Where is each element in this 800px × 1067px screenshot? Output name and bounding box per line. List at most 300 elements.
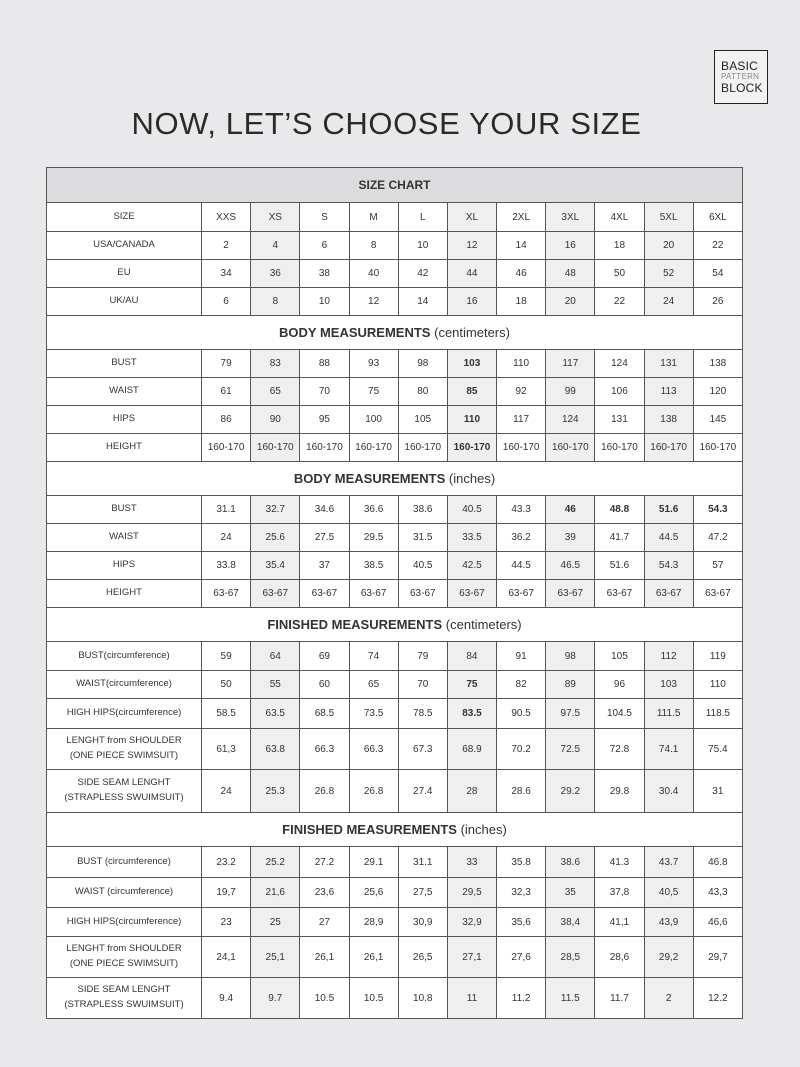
table-cell: 84: [447, 642, 496, 671]
table-cell: 111.5: [644, 699, 693, 729]
table-cell: 28,5: [546, 937, 595, 978]
table-cell: 32,9: [447, 908, 496, 937]
table-cell: 14: [497, 232, 546, 260]
measurement-row: [47, 496, 743, 524]
table-cell: 74: [349, 642, 398, 671]
table-cell: 29,5: [447, 878, 496, 908]
table-cell: 63-67: [202, 580, 251, 608]
table-cell: 90.5: [497, 699, 546, 729]
table-cell: 73.5: [349, 699, 398, 729]
table-cell: 118.5: [693, 699, 742, 729]
table-cell: 51.6: [595, 552, 644, 580]
table-cell: 26.8: [349, 770, 398, 813]
table-cell: 93: [349, 350, 398, 378]
table-cell: 69: [300, 642, 349, 671]
table-cell: 10.8: [398, 978, 447, 1019]
row-label: SIDE SEAM LENGHT (STRAPLESS SWUIMSUIT): [47, 770, 202, 813]
measurement-row: [47, 524, 743, 552]
table-cell: 100: [349, 406, 398, 434]
table-cell: 33.5: [447, 524, 496, 552]
table-cell: 50: [202, 671, 251, 699]
table-cell: 46,6: [693, 908, 742, 937]
table-cell: 38: [300, 260, 349, 288]
table-cell: 29,7: [693, 937, 742, 978]
table-cell: 120: [693, 378, 742, 406]
table-cell: 11.5: [546, 978, 595, 1019]
table-cell: 28: [447, 770, 496, 813]
page-title: NOW, LET’S CHOOSE YOUR SIZE: [131, 106, 642, 141]
table-cell: 37,8: [595, 878, 644, 908]
table-cell: 55: [251, 671, 300, 699]
measurement-row: [47, 770, 743, 813]
table-cell: 33.8: [202, 552, 251, 580]
section-title: FINISHED MEASUREMENTS: [282, 822, 457, 837]
table-cell: 23: [202, 908, 251, 937]
section-unit: (centimeters): [445, 617, 522, 632]
table-cell: 68.9: [447, 729, 496, 770]
table-cell: 12: [349, 288, 398, 316]
measurement-row: [47, 671, 743, 699]
table-cell: 40.5: [398, 552, 447, 580]
table-cell: 8: [349, 232, 398, 260]
table-cell: 14: [398, 288, 447, 316]
row-label: WAIST: [47, 524, 202, 552]
table-cell: 38.6: [398, 496, 447, 524]
table-cell: 63.8: [251, 729, 300, 770]
table-cell: 117: [497, 406, 546, 434]
table-cell: 26: [693, 288, 742, 316]
table-cell: 119: [693, 642, 742, 671]
table-cell: 2XL: [497, 203, 546, 232]
measurement-row: [47, 978, 743, 1019]
table-cell: 41.7: [595, 524, 644, 552]
table-cell: 9.7: [251, 978, 300, 1019]
row-label: LENGHT from SHOULDER (ONE PIECE SWIMSUIT): [47, 937, 202, 978]
table-cell: S: [300, 203, 349, 232]
table-cell: 160-170: [497, 434, 546, 462]
table-cell: 43.3: [497, 496, 546, 524]
table-cell: 63-67: [693, 580, 742, 608]
table-cell: 86: [202, 406, 251, 434]
row-label: HEIGHT: [47, 580, 202, 608]
table-cell: 4XL: [595, 203, 644, 232]
table-cell: 63-67: [644, 580, 693, 608]
table-cell: 85: [447, 378, 496, 406]
row-label: BUST (circumference): [47, 847, 202, 878]
table-cell: 44: [447, 260, 496, 288]
table-cell: 110: [693, 671, 742, 699]
table-cell: 65: [349, 671, 398, 699]
table-cell: 160-170: [546, 434, 595, 462]
table-cell: 96: [595, 671, 644, 699]
table-cell: 75: [447, 671, 496, 699]
measurement-row: [47, 642, 743, 671]
table-cell: 110: [497, 350, 546, 378]
row-label: BUST: [47, 350, 202, 378]
table-cell: 24: [644, 288, 693, 316]
table-cell: 160-170: [644, 434, 693, 462]
table-cell: 24: [202, 524, 251, 552]
row-label: HIGH HIPS(circumference): [47, 699, 202, 729]
table-cell: 27.4: [398, 770, 447, 813]
table-cell: 21,6: [251, 878, 300, 908]
row-label: SIDE SEAM LENGHT (STRAPLESS SWUIMSUIT): [47, 978, 202, 1019]
table-cell: 10.5: [300, 978, 349, 1019]
table-cell: 88: [300, 350, 349, 378]
table-cell: 160-170: [349, 434, 398, 462]
table-cell: 42: [398, 260, 447, 288]
chart-title: SIZE CHART: [47, 168, 743, 203]
table-cell: 48: [546, 260, 595, 288]
table-cell: 25,1: [251, 937, 300, 978]
table-cell: 124: [546, 406, 595, 434]
table-cell: 103: [447, 350, 496, 378]
table-cell: 65: [251, 378, 300, 406]
table-cell: 31.1: [398, 847, 447, 878]
table-cell: 92: [497, 378, 546, 406]
table-cell: L: [398, 203, 447, 232]
table-cell: 124: [595, 350, 644, 378]
table-cell: 131: [644, 350, 693, 378]
table-cell: 29.8: [595, 770, 644, 813]
table-cell: 18: [595, 232, 644, 260]
table-cell: 106: [595, 378, 644, 406]
table-cell: 57: [693, 552, 742, 580]
table-cell: 89: [546, 671, 595, 699]
table-cell: 12.2: [693, 978, 742, 1019]
table-cell: 105: [595, 642, 644, 671]
measurement-row: [47, 908, 743, 937]
table-cell: 25,6: [349, 878, 398, 908]
section-header: [47, 316, 743, 350]
table-cell: 35,6: [497, 908, 546, 937]
table-cell: 82: [497, 671, 546, 699]
logo-line-pattern: PATTERN: [721, 72, 760, 81]
table-cell: 20: [644, 232, 693, 260]
table-cell: 63-67: [546, 580, 595, 608]
table-cell: 31.5: [398, 524, 447, 552]
table-cell: 38.5: [349, 552, 398, 580]
table-cell: 20: [546, 288, 595, 316]
table-cell: 160-170: [595, 434, 644, 462]
table-cell: 38,4: [546, 908, 595, 937]
table-cell: XS: [251, 203, 300, 232]
section-header: [47, 813, 743, 847]
table-cell: 11.7: [595, 978, 644, 1019]
table-cell: 27,1: [447, 937, 496, 978]
table-cell: 24: [202, 770, 251, 813]
table-cell: XXS: [202, 203, 251, 232]
table-cell: 72.8: [595, 729, 644, 770]
table-cell: 50: [595, 260, 644, 288]
size-chart-table: [46, 167, 743, 1019]
table-cell: 63.5: [251, 699, 300, 729]
table-cell: 4: [251, 232, 300, 260]
size-row: [47, 232, 743, 260]
table-cell: 43,9: [644, 908, 693, 937]
row-label: HIGH HIPS(circumference): [47, 908, 202, 937]
table-cell: 22: [693, 232, 742, 260]
table-cell: 63-67: [447, 580, 496, 608]
row-label: WAIST (circumference): [47, 878, 202, 908]
table-cell: 46.8: [693, 847, 742, 878]
table-cell: 35: [546, 878, 595, 908]
table-cell: 75.4: [693, 729, 742, 770]
table-cell: 22: [595, 288, 644, 316]
table-cell: 138: [644, 406, 693, 434]
section-title: BODY MEASUREMENTS: [293, 471, 446, 486]
table-cell: 70.2: [497, 729, 546, 770]
table-cell: 66.3: [349, 729, 398, 770]
table-cell: 25: [251, 908, 300, 937]
table-cell: 48.8: [595, 496, 644, 524]
table-cell: 131: [595, 406, 644, 434]
table-cell: 54.3: [644, 552, 693, 580]
measurement-row: [47, 937, 743, 978]
measurement-row: [47, 406, 743, 434]
table-cell: 27: [300, 908, 349, 937]
table-cell: 68.5: [300, 699, 349, 729]
table-cell: 34.6: [300, 496, 349, 524]
table-cell: 16: [447, 288, 496, 316]
table-cell: 112: [644, 642, 693, 671]
size-row: [47, 288, 743, 316]
measurement-row: [47, 378, 743, 406]
table-cell: 11: [447, 978, 496, 1019]
table-cell: 10: [398, 232, 447, 260]
table-cell: 63-67: [251, 580, 300, 608]
table-cell: 2: [202, 232, 251, 260]
table-cell: 54: [693, 260, 742, 288]
section-title: BODY MEASUREMENTS: [279, 325, 431, 340]
measurement-row: [47, 878, 743, 908]
table-cell: 36.6: [349, 496, 398, 524]
table-cell: 31: [693, 770, 742, 813]
table-cell: 83.5: [447, 699, 496, 729]
row-label: HIPS: [47, 552, 202, 580]
table-cell: 10: [300, 288, 349, 316]
table-cell: 98: [398, 350, 447, 378]
table-cell: 8: [251, 288, 300, 316]
table-cell: 160-170: [398, 434, 447, 462]
table-cell: 18: [497, 288, 546, 316]
table-cell: 138: [693, 350, 742, 378]
section-header: [47, 608, 743, 642]
measurement-row: [47, 847, 743, 878]
row-label: WAIST(circumference): [47, 671, 202, 699]
table-cell: 26,5: [398, 937, 447, 978]
table-cell: 28,9: [349, 908, 398, 937]
table-cell: 104.5: [595, 699, 644, 729]
table-cell: 41,1: [595, 908, 644, 937]
table-cell: 54.3: [693, 496, 742, 524]
table-cell: 28,6: [595, 937, 644, 978]
table-cell: 58.5: [202, 699, 251, 729]
table-cell: 3XL: [546, 203, 595, 232]
table-cell: 70: [398, 671, 447, 699]
table-cell: 74.1: [644, 729, 693, 770]
row-label: EU: [47, 260, 202, 288]
table-cell: 10.5: [349, 978, 398, 1019]
table-cell: 27,6: [497, 937, 546, 978]
table-cell: 160-170: [447, 434, 496, 462]
table-cell: 25.3: [251, 770, 300, 813]
section-unit: (inches): [460, 822, 507, 837]
table-cell: 91: [497, 642, 546, 671]
table-cell: 145: [693, 406, 742, 434]
table-cell: 9.4: [202, 978, 251, 1019]
table-cell: 63-67: [497, 580, 546, 608]
table-cell: 2: [644, 978, 693, 1019]
table-cell: 67.3: [398, 729, 447, 770]
table-cell: 36: [251, 260, 300, 288]
table-cell: 32.7: [251, 496, 300, 524]
table-cell: 11.2: [497, 978, 546, 1019]
table-cell: 43.7: [644, 847, 693, 878]
table-cell: 46: [497, 260, 546, 288]
table-cell: 40,5: [644, 878, 693, 908]
measurement-row: [47, 350, 743, 378]
table-cell: 61,3: [202, 729, 251, 770]
table-cell: 52: [644, 260, 693, 288]
table-cell: 34: [202, 260, 251, 288]
table-cell: 160-170: [693, 434, 742, 462]
table-cell: 26,1: [300, 937, 349, 978]
table-cell: 35.4: [251, 552, 300, 580]
table-cell: 36.2: [497, 524, 546, 552]
table-cell: 33: [447, 847, 496, 878]
brand-logo: [714, 50, 768, 104]
table-cell: 5XL: [644, 203, 693, 232]
table-cell: 47.2: [693, 524, 742, 552]
table-cell: 80: [398, 378, 447, 406]
measurement-row: [47, 434, 743, 462]
table-cell: 95: [300, 406, 349, 434]
row-label: UK/AU: [47, 288, 202, 316]
table-cell: 43,3: [693, 878, 742, 908]
table-cell: 23,6: [300, 878, 349, 908]
table-cell: 26,1: [349, 937, 398, 978]
row-label: BUST(circumference): [47, 642, 202, 671]
table-cell: 26.8: [300, 770, 349, 813]
table-cell: 30.4: [644, 770, 693, 813]
table-cell: 103: [644, 671, 693, 699]
table-cell: 24,1: [202, 937, 251, 978]
table-cell: 113: [644, 378, 693, 406]
table-cell: 46: [546, 496, 595, 524]
row-label: HIPS: [47, 406, 202, 434]
table-cell: 63-67: [349, 580, 398, 608]
row-label: HEIGHT: [47, 434, 202, 462]
row-label: WAIST: [47, 378, 202, 406]
section-unit: (centimeters): [434, 325, 510, 340]
measurement-row: [47, 552, 743, 580]
measurement-row: [47, 729, 743, 770]
table-cell: 83: [251, 350, 300, 378]
table-cell: 29.5: [349, 524, 398, 552]
table-cell: 63-67: [595, 580, 644, 608]
table-cell: 117: [546, 350, 595, 378]
table-cell: 160-170: [202, 434, 251, 462]
table-cell: 78.5: [398, 699, 447, 729]
table-cell: 40.5: [447, 496, 496, 524]
table-cell: 6: [202, 288, 251, 316]
table-cell: 12: [447, 232, 496, 260]
table-cell: 44.5: [497, 552, 546, 580]
table-cell: 25.2: [251, 847, 300, 878]
row-label: LENGHT from SHOULDER (ONE PIECE SWIMSUIT): [47, 729, 202, 770]
table-cell: 23.2: [202, 847, 251, 878]
table-cell: 79: [202, 350, 251, 378]
table-cell: 40: [349, 260, 398, 288]
table-cell: 27.2: [300, 847, 349, 878]
table-cell: 60: [300, 671, 349, 699]
table-cell: 31.1: [202, 496, 251, 524]
table-cell: 35.8: [497, 847, 546, 878]
table-cell: 110: [447, 406, 496, 434]
table-cell: 75: [349, 378, 398, 406]
table-cell: 97.5: [546, 699, 595, 729]
table-cell: 64: [251, 642, 300, 671]
table-cell: M: [349, 203, 398, 232]
table-cell: 6XL: [693, 203, 742, 232]
table-cell: 160-170: [251, 434, 300, 462]
table-cell: 29.2: [546, 770, 595, 813]
table-cell: 98: [546, 642, 595, 671]
table-cell: 29.1: [349, 847, 398, 878]
table-cell: 39: [546, 524, 595, 552]
table-cell: 79: [398, 642, 447, 671]
section-unit: (inches): [448, 471, 496, 486]
table-cell: 30,9: [398, 908, 447, 937]
table-cell: 66.3: [300, 729, 349, 770]
table-cell: 42.5: [447, 552, 496, 580]
table-cell: 51.6: [644, 496, 693, 524]
table-cell: 63-67: [300, 580, 349, 608]
table-cell: 105: [398, 406, 447, 434]
logo-line-basic: BASIC: [721, 59, 759, 73]
table-cell: XL: [447, 203, 496, 232]
measurement-row: [47, 699, 743, 729]
row-label: BUST: [47, 496, 202, 524]
row-label: USA/CANADA: [47, 232, 202, 260]
table-cell: 44.5: [644, 524, 693, 552]
section-header: [47, 462, 743, 496]
table-cell: 99: [546, 378, 595, 406]
row-label: SIZE: [47, 203, 202, 232]
size-row: [47, 260, 743, 288]
logo-line-block: BLOCK: [721, 81, 763, 95]
table-cell: 70: [300, 378, 349, 406]
size-row: [47, 203, 743, 232]
table-cell: 90: [251, 406, 300, 434]
table-cell: 6: [300, 232, 349, 260]
table-cell: 46.5: [546, 552, 595, 580]
table-cell: 59: [202, 642, 251, 671]
section-title: FINISHED MEASUREMENTS: [267, 617, 443, 632]
table-cell: 19,7: [202, 878, 251, 908]
table-cell: 61: [202, 378, 251, 406]
table-cell: 28.6: [497, 770, 546, 813]
table-cell: 29,2: [644, 937, 693, 978]
table-cell: 27,5: [398, 878, 447, 908]
table-cell: 72.5: [546, 729, 595, 770]
table-cell: 63-67: [398, 580, 447, 608]
table-cell: 41.3: [595, 847, 644, 878]
table-cell: 27.5: [300, 524, 349, 552]
table-cell: 32,3: [497, 878, 546, 908]
measurement-row: [47, 580, 743, 608]
